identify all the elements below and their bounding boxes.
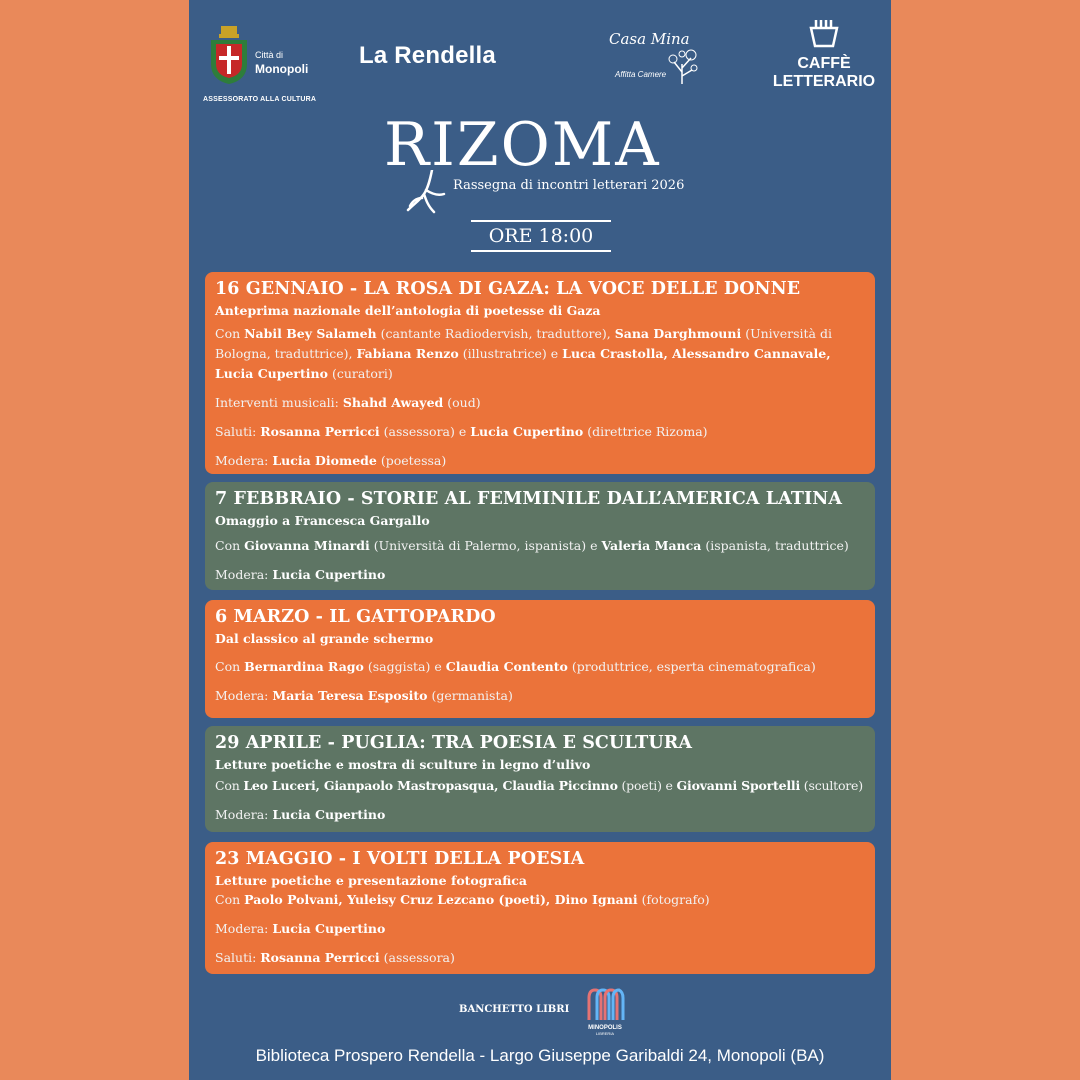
guest-role: (produttrice, esperta cinematografica) [571,659,816,674]
greetings-label: Saluti: [215,950,257,965]
con-label: Con [215,659,241,674]
music-label: Interventi musicali: [215,395,339,410]
guest-role: (Università di Palermo, ispanista) e [373,538,598,553]
event-subtitle: Anteprima nazionale dell’antologia di poetesse di Gaza [215,303,601,318]
event-guests [215,324,865,384]
event-moderator [215,451,865,471]
event-title: 7 FEBBRAIO - STORIE AL FEMMINILE DALL’AMERICA LATINA [215,489,843,509]
greeter-role: (assessora) [383,950,455,965]
books-icon [585,988,625,1020]
con-label: Con [215,326,241,341]
guest-role: (curatori) [331,366,393,381]
guest-name: Fabiana Renzo [356,346,459,361]
moderator-role: (germanista) [431,688,513,703]
guest-name: Giovanna Minardi [244,538,370,553]
guest-role: (scultore) [803,778,863,793]
guest-role: (cantante Radiodervish, traduttore), [380,326,611,341]
banchetto-libri-label: BANCHETTO LIBRI [459,1004,570,1015]
guest-role: (ispanista, traduttrice) [705,538,849,553]
la-rendella-logo: La Rendella [359,42,496,69]
guest-role: (fotografo) [641,892,710,907]
guest-name: Luca Crastolla, Alessandro Cannavale, Lucia Cupertino [215,346,831,381]
guest-name: Paolo Polvani, Yuleisy Cruz Lezcano (poeti), Dino Ignani [244,892,638,907]
event-subtitle: Letture poetiche e presentazione fotografica [215,873,527,888]
moderator-name: Lucia Diomede [272,453,377,468]
event-card-16-gennaio [205,272,875,474]
sponsor-logos [189,14,891,104]
con-label: Con [215,892,241,907]
guest-name: Claudia Contento [445,659,568,674]
event-subtitle: Omaggio a Francesca Gargallo [215,513,430,528]
event-title: 29 APRILE - PUGLIA: TRA POESIA E SCULTURA [215,733,693,753]
musician-name: Shahd Awayed [342,395,444,410]
guest-name: Valeria Manca [601,538,702,553]
event-subtitle: Dal classico al grande schermo [215,631,434,646]
event-title: 16 GENNAIO - LA ROSA DI GAZA: LA VOCE DELLE DONNE [215,279,801,299]
event-guests [215,890,865,910]
event-guests [215,657,865,677]
caffe-line-2: LETTERARIO [772,73,876,90]
moderator-name: Lucia Cupertino [272,567,386,582]
event-subtitle: Letture poetiche e mostra di sculture in legno d’ulivo [215,757,591,772]
moderator-label: Modera: [215,453,269,468]
moderator-name: Lucia Cupertino [272,921,386,936]
event-card-23-maggio [205,842,875,974]
moderator-label: Modera: [215,567,269,582]
moderator-label: Modera: [215,921,269,936]
event-greetings [215,422,865,442]
event-poster [189,0,891,1080]
moderator-label: Modera: [215,807,269,822]
guest-role: (illustratrice) e [462,346,559,361]
event-title: 23 MAGGIO - I VOLTI DELLA POESIA [215,849,585,869]
greeter-name: Rosanna Perricci [260,424,380,439]
event-title: 6 MARZO - IL GATTOPARDO [215,607,496,627]
minopolis-name: MINOPOLIS [588,1025,622,1031]
guest-name: Giovanni Sportelli [676,778,801,793]
moderator-role: (poetessa) [380,453,447,468]
event-time: ORE 18:00 [471,220,611,252]
event-card-29-aprile [205,726,875,832]
caffe-letterario-logo [759,18,889,108]
moderator-label: Modera: [215,688,269,703]
casa-mina-title: Casa Mina [609,30,690,48]
casa-mina-logo [603,26,703,94]
event-music [215,393,865,413]
con-label: Con [215,538,241,553]
event-moderator [215,919,865,939]
minopolis-logo [583,988,627,1038]
guest-role: (poeti) e [621,778,673,793]
event-guests [215,776,865,796]
event-moderator [215,686,865,706]
poster-subtitle: Rassegna di incontri letterari 2026 [453,178,685,193]
guest-name: Sana Darghmouni [614,326,742,341]
guest-role: (saggista) e [367,659,442,674]
casa-mina-subtitle: Affitta Camere [615,70,667,79]
greeter-name: Lucia Cupertino [470,424,584,439]
venue-address: Biblioteca Prospero Rendella - Largo Giuseppe Garibaldi 24, Monopoli (BA) [255,1046,825,1065]
greeter-role: (assessora) e [383,424,467,439]
guest-name: Bernardina Rago [244,659,364,674]
greeter-role: (direttrice Rizoma) [587,424,708,439]
guest-name: Nabil Bey Salameh [244,326,377,341]
musician-role: (oud) [447,395,481,410]
con-label: Con [215,778,240,793]
caffe-line-1: CAFFÈ [797,55,851,72]
event-card-6-marzo [205,600,875,718]
citta-label: Città di [255,50,284,60]
tree-icon [665,46,699,86]
comune-monopoli-logo [203,20,323,102]
moderator-name: Lucia Cupertino [272,807,386,822]
event-guests [215,536,865,556]
event-card-7-febbraio [205,482,875,590]
greetings-label: Saluti: [215,424,257,439]
guest-role: (Università di Bologna, traduttrice), [215,326,832,361]
guest-name: Leo Luceri, Gianpaolo Mastropasqua, Claudia Piccinno [243,778,618,793]
event-moderator [215,565,865,585]
coffee-cup-icon [807,18,841,48]
moderator-name: Maria Teresa Esposito [272,688,428,703]
minopolis-sub: LIBRERIA [595,1031,615,1036]
citta-name: Monopoli [255,62,309,76]
monopoli-crest-icon [207,24,251,86]
root-icon [404,170,450,216]
event-greetings [215,948,865,968]
greeter-name: Rosanna Perricci [260,950,380,965]
assessorato-label: ASSESSORATO ALLA CULTURA [203,96,317,103]
poster-title: RIZOMA [384,110,661,180]
event-moderator [215,805,865,825]
